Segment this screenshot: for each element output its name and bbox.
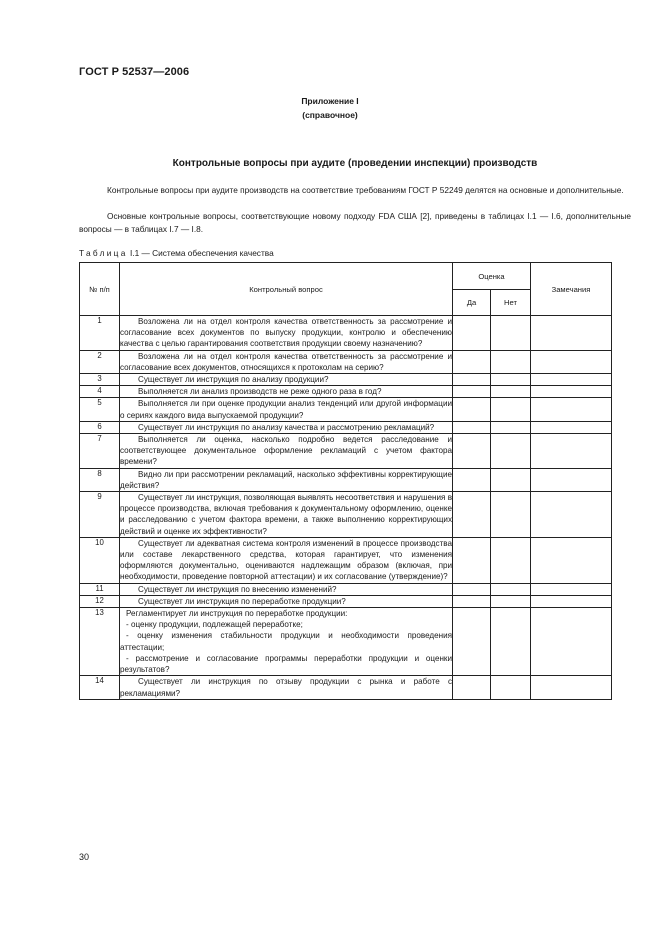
cell-yes bbox=[453, 492, 491, 538]
cell-remarks bbox=[531, 676, 612, 699]
cell-no bbox=[491, 434, 531, 469]
row-number: 14 bbox=[80, 676, 120, 699]
header-question: Контрольный вопрос bbox=[120, 263, 453, 316]
cell-remarks bbox=[531, 434, 612, 469]
table-row bbox=[80, 676, 612, 699]
row-number: 12 bbox=[80, 595, 120, 607]
row-question: Возложена ли на отдел контроля качества ответственность за рассмотрение и согласование всех документов, относящихся к протоколам на серию? bbox=[120, 351, 452, 372]
cell-no bbox=[491, 583, 531, 595]
row-question-item: - рассмотрение и согласование программы переработки продукции и оценки результатов? bbox=[120, 653, 452, 675]
cell-remarks bbox=[531, 316, 612, 351]
row-question: Существует ли инструкция по внесению изменений? bbox=[138, 584, 337, 594]
cell-no bbox=[491, 676, 531, 699]
cell-yes bbox=[453, 537, 491, 583]
row-number: 7 bbox=[80, 434, 120, 469]
row-number: 1 bbox=[80, 316, 120, 351]
table-caption-word: Таблица bbox=[79, 248, 128, 258]
document-code: ГОСТ Р 52537—2006 bbox=[79, 66, 190, 78]
cell-no bbox=[491, 595, 531, 607]
table-row bbox=[80, 492, 612, 538]
table-row bbox=[80, 583, 612, 595]
table-row bbox=[80, 386, 612, 398]
cell-yes bbox=[453, 434, 491, 469]
cell-remarks bbox=[531, 421, 612, 433]
row-number: 10 bbox=[80, 537, 120, 583]
intro-paragraph-1: Контрольные вопросы при аудите производств на соответствие требованиям ГОСТ Р 52249 делятся на основные и дополнительные. bbox=[107, 185, 624, 195]
cell-yes bbox=[453, 374, 491, 386]
row-question: Регламентирует ли инструкция по переработке продукции: bbox=[126, 609, 348, 619]
header-remarks: Замечания bbox=[531, 263, 612, 316]
table-row bbox=[80, 421, 612, 433]
row-number: 3 bbox=[80, 374, 120, 386]
row-question: Выполняется ли анализ производств не реже одного раза в год? bbox=[138, 387, 382, 397]
table-row bbox=[80, 468, 612, 491]
table-row bbox=[80, 398, 612, 421]
row-question: Выполняется ли при оценке продукции анализ тенденций или другой информации о сериях каждого вида выпускаемой продукции? bbox=[120, 399, 452, 420]
row-question: Существует ли инструкция по анализу качества и рассмотрению рекламаций? bbox=[138, 422, 435, 432]
row-question-item: - оценку изменения стабильности продукции и необходимости проведения аттестации; bbox=[120, 631, 452, 652]
cell-yes bbox=[453, 398, 491, 421]
table-row bbox=[80, 537, 612, 583]
header-rating: Оценка bbox=[453, 263, 531, 290]
cell-no bbox=[491, 398, 531, 421]
cell-no bbox=[491, 386, 531, 398]
row-number: 9 bbox=[80, 492, 120, 538]
row-number: 8 bbox=[80, 468, 120, 491]
cell-no bbox=[491, 350, 531, 373]
row-question-item: - оценку продукции, подлежащей переработке; bbox=[126, 620, 303, 630]
cell-yes bbox=[453, 350, 491, 373]
table-caption bbox=[79, 248, 274, 258]
cell-yes bbox=[453, 468, 491, 491]
row-question: Существует ли инструкция по отзыву продукции с рынка и работе с рекламациями? bbox=[120, 677, 452, 698]
cell-yes bbox=[453, 608, 491, 676]
cell-remarks bbox=[531, 386, 612, 398]
appendix-subtitle: (справочное) bbox=[302, 110, 358, 120]
cell-no bbox=[491, 537, 531, 583]
table-row bbox=[80, 608, 612, 676]
cell-remarks bbox=[531, 468, 612, 491]
cell-no bbox=[491, 492, 531, 538]
header-num: № п/п bbox=[80, 263, 120, 316]
cell-yes bbox=[453, 676, 491, 699]
header-yes: Да bbox=[453, 290, 491, 316]
quality-system-table bbox=[79, 262, 612, 700]
table-caption-text: I.1 — Система обеспечения качества bbox=[129, 248, 274, 258]
row-number: 11 bbox=[80, 583, 120, 595]
table-row bbox=[80, 374, 612, 386]
table-row bbox=[80, 434, 612, 469]
cell-no bbox=[491, 468, 531, 491]
row-number: 13 bbox=[80, 608, 120, 676]
cell-yes bbox=[453, 421, 491, 433]
cell-no bbox=[491, 421, 531, 433]
cell-yes bbox=[453, 316, 491, 351]
row-number: 5 bbox=[80, 398, 120, 421]
table-row bbox=[80, 316, 612, 351]
table-row bbox=[80, 350, 612, 373]
row-question: Существует ли инструкция, позволяющая выявлять несоответствия и нарушения в процессе производства, включая требования к документальному оформлению, оценке и расследованию с учетом фактора времени, а также выполнению корректирующих действий и оценке их эффективности? bbox=[120, 493, 452, 536]
row-question: Существует ли инструкция по анализу продукции? bbox=[138, 375, 329, 385]
row-question: Выполняется ли оценка, насколько подробно ведется расследование и соответствующее документальное оформление рекламаций с учетом фактора времени? bbox=[120, 435, 452, 467]
row-question: Существует ли инструкция по переработке продукции? bbox=[138, 596, 346, 606]
cell-yes bbox=[453, 583, 491, 595]
cell-no bbox=[491, 608, 531, 676]
cell-remarks bbox=[531, 350, 612, 373]
row-question: Видно ли при рассмотрении рекламаций, насколько эффективны корректирующие действия? bbox=[120, 469, 452, 490]
row-number: 6 bbox=[80, 421, 120, 433]
appendix-title: Приложение I bbox=[301, 96, 359, 106]
cell-no bbox=[491, 374, 531, 386]
cell-remarks bbox=[531, 398, 612, 421]
cell-no bbox=[491, 316, 531, 351]
cell-remarks bbox=[531, 374, 612, 386]
row-question: Существует ли адекватная система контроля изменений в процессе производства или составе лекарственного средства, которая гарантирует, что изменения оформляются документально, оцениваются надлежащим образом (включая, при необходимости, проведение повторной аттестации) и их согласование (утверждение)? bbox=[120, 538, 452, 582]
cell-remarks bbox=[531, 537, 612, 583]
cell-remarks bbox=[531, 492, 612, 538]
cell-remarks bbox=[531, 595, 612, 607]
intro-paragraph-2: Основные контрольные вопросы, соответствующие новому подходу FDA США [2], приведены в таблицах I.1 — I.6, дополнительные вопросы — в таблицах I.7 — I.8. bbox=[79, 211, 631, 234]
section-title: Контрольные вопросы при аудите (проведении инспекции) производств bbox=[172, 158, 538, 169]
cell-yes bbox=[453, 386, 491, 398]
table-row bbox=[80, 595, 612, 607]
header-no: Нет bbox=[491, 290, 531, 316]
row-number: 2 bbox=[80, 350, 120, 373]
cell-remarks bbox=[531, 583, 612, 595]
row-question: Возложена ли на отдел контроля качества ответственность за рассмотрение и согласование всех документов по выпуску продукции, контролю и обеспечению качества с целью гарантирования соответствия продукции своему назначению? bbox=[120, 317, 452, 349]
cell-remarks bbox=[531, 608, 612, 676]
row-number: 4 bbox=[80, 386, 120, 398]
cell-yes bbox=[453, 595, 491, 607]
page-number: 30 bbox=[79, 852, 90, 862]
